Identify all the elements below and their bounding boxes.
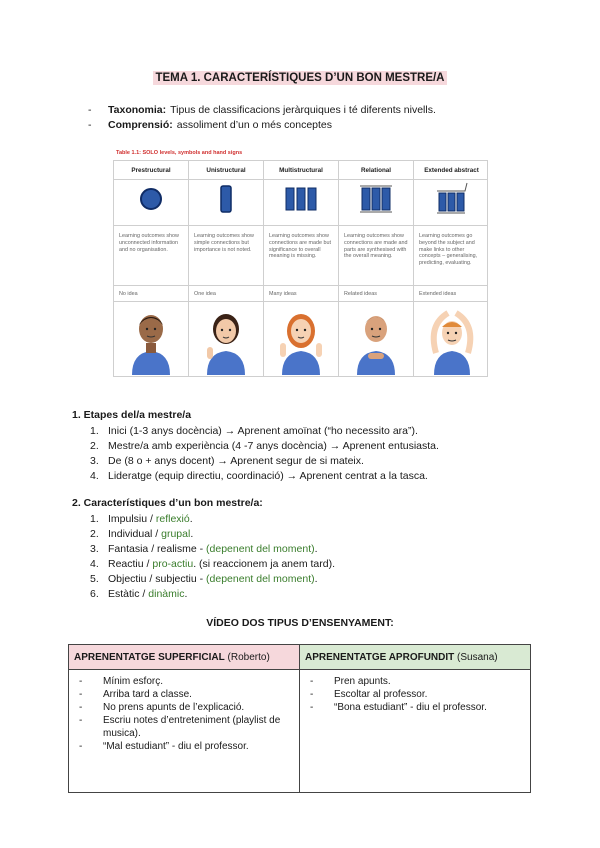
solo-column-prestructural: Prestructural Learning outcomes show unconnected information and no organisation. No idea: [114, 161, 189, 376]
section-caracteristiques-heading: 2. Característiques d’un bon mestre/a:: [72, 497, 263, 509]
solo-column-extended-abstract: Extended abstract Learning outcomes go beyond the subject and make links to other concepts – generalising, predicting, evaluating. Extended ideas: [414, 161, 489, 376]
video-section-title: VÍDEO DOS TIPUS D’ENSENYAMENT:: [206, 617, 394, 629]
list-item: 2. Mestre/a amb experiència (4 -7 anys docència) → Aprenent entusiasta.: [90, 440, 439, 452]
list-item: - No prens apunts de l’explicació.: [79, 702, 245, 713]
list-item: - “Mal estudiant” - diu el professor.: [79, 741, 249, 752]
extended-bars-icon: [414, 181, 489, 217]
figure-caption: Table 1.1: SOLO levels, symbols and hand signs: [116, 150, 243, 156]
list-item: - Pren apunts.: [310, 676, 391, 687]
superficial-header: APRENENTATGE SUPERFICIAL (Roberto): [69, 645, 300, 670]
circle-icon: [114, 181, 188, 217]
child-boy-icon: [114, 305, 188, 375]
child-girl-icon: [264, 305, 338, 375]
superficial-cell: [69, 670, 300, 793]
list-item: 5. Objectiu / subjectiu - (depenent del moment).: [90, 573, 318, 585]
multi-bar-icon: [264, 181, 338, 217]
solo-column-unistructural: Unistructural Learning outcomes show simple connections but importance is not noted. One idea: [189, 161, 264, 376]
page-title: TEMA 1. CARACTERÍSTIQUES D’UN BON MESTRE/A: [155, 72, 445, 84]
single-bar-icon: [189, 181, 263, 217]
list-item: 6. Estàtic / dinàmic.: [90, 588, 188, 600]
list-item: - Escriu notes d’entreteniment (playlist de musica).: [79, 715, 281, 739]
section-etapes-heading: 1. Etapes del/a mestre/a: [72, 409, 192, 421]
list-item: 4. Lideratge (equip directiu, coordinació) → Aprenent centrat a la tasca.: [90, 470, 428, 482]
list-item: 1. Impulsiu / reflexió.: [90, 513, 193, 525]
list-item: - Arriba tard a classe.: [79, 689, 192, 700]
aprofundit-header: APRENENTATGE APROFUNDIT (Susana): [300, 645, 531, 670]
list-item: - Escoltar al professor.: [310, 689, 428, 700]
child-boy-icon: [339, 305, 413, 375]
solo-column-multistructural: Multistructural Learning outcomes show connections are made but significance to overall meaning is missing. Many ideas: [264, 161, 339, 376]
definition-item: - Comprensió: assoliment d’un o més conceptes: [88, 119, 333, 131]
solo-figure: [113, 148, 488, 377]
list-item: 1. Inici (1-3 anys docència) → Aprenent amoïnat (“ho necessito ara”).: [90, 425, 418, 437]
caracteristiques-list: [90, 512, 335, 602]
list-item: - “Bona estudiant” - diu el professor.: [310, 702, 487, 713]
solo-column-relational: Relational Learning outcomes show connections are made and parts are synthesised with the overall meaning. Related ideas: [339, 161, 414, 376]
aprofundit-cell: [300, 670, 531, 793]
list-item: 4. Reactiu / pro-actiu. (si reaccionem ja anem tard).: [90, 558, 336, 570]
list-item: - Mínim esforç.: [79, 676, 164, 687]
definitions-list: [88, 103, 436, 133]
list-item: 3. De (8 o + anys docent) → Aprenent segur de si mateix.: [90, 455, 364, 467]
definition-item: - Taxonomia: Tipus de classificacions jeràrquiques i té diferents nivells.: [88, 104, 436, 116]
child-arms-up-icon: [414, 305, 489, 375]
etapes-list: [90, 424, 439, 484]
linked-bars-icon: [339, 181, 413, 217]
comparison-table: [68, 644, 531, 793]
list-item: 2. Individual / grupal.: [90, 528, 194, 540]
list-item: 3. Fantasia / realisme - (depenent del moment).: [90, 543, 318, 555]
child-girl-icon: [189, 305, 263, 375]
